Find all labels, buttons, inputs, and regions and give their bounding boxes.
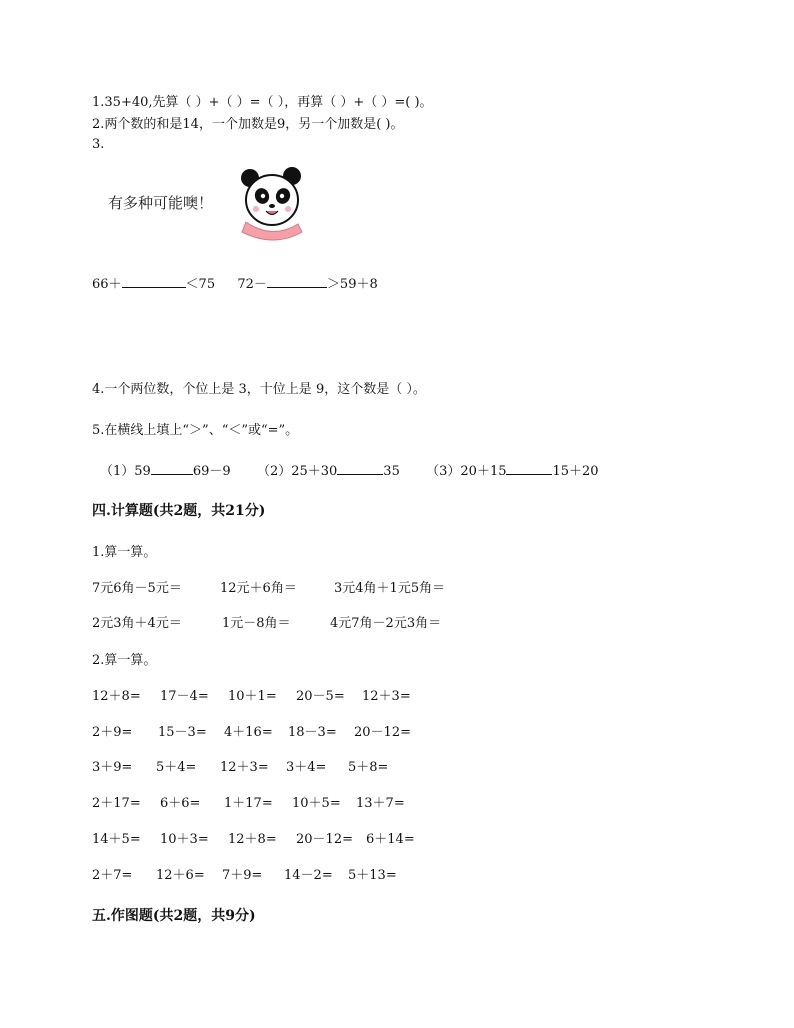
calc-item: 20－5= [296, 689, 345, 704]
calc-item: 12＋6= [156, 868, 205, 883]
calc-item: 4＋16= [224, 725, 273, 740]
section-4-heading: 四.计算题(共2题，共21分) [92, 503, 266, 519]
q5-item-3-left: （3）20＋15 [426, 464, 507, 479]
calc-row [92, 688, 411, 706]
calc-item: 17－4= [160, 689, 209, 704]
calc-row [92, 724, 411, 742]
calc-item: 12＋3= [220, 760, 269, 775]
panda-caption: 有多种可能噢！ [108, 194, 214, 212]
question-5: 5.在横线上填上“＞”、“＜”或“=”。 [92, 423, 299, 438]
q3-part2-right: ＞59＋8 [326, 277, 378, 292]
calc-row [92, 759, 388, 777]
q5-item-2-right: 35 [383, 464, 400, 479]
calc-item: 5＋8= [348, 760, 389, 775]
question-3-label: 3. [92, 137, 105, 152]
calc-item: 18－3= [288, 725, 337, 740]
calc-item: 10＋3= [160, 832, 209, 847]
calc-item: 13＋7= [356, 796, 405, 811]
panda-illustration [100, 166, 320, 246]
q3-blank-1[interactable] [122, 274, 186, 288]
money-row-2 [92, 615, 441, 633]
calc-item: 14＋5= [92, 832, 141, 847]
money-row-1 [92, 580, 445, 598]
calc-item: 2＋7= [92, 868, 133, 883]
q3-blank-2[interactable] [267, 274, 327, 288]
calc-row [92, 795, 405, 813]
q3-part1-right: ＜75 [185, 277, 216, 292]
question-1: 1.35+40,先算（ ）+（ ）=（ ），再算（ ）+（ ）=( )。 [92, 95, 433, 110]
calc-item: 3＋4= [286, 760, 327, 775]
money-item: 4元7角－2元3角＝ [330, 616, 442, 631]
calc-item: 3＋9= [92, 760, 133, 775]
q5-blank-3[interactable] [506, 461, 552, 475]
calc-item: 5＋13= [348, 868, 397, 883]
section-5-heading: 五.作图题(共2题，共9分) [92, 908, 256, 924]
q5-blank-2[interactable] [337, 461, 383, 475]
q5-item-1-right: 69－9 [192, 464, 231, 479]
money-item: 2元3角＋4元＝ [92, 616, 182, 631]
calc-item: 14－2= [284, 868, 333, 883]
panda-icon [232, 166, 312, 244]
question-3-inequalities [92, 274, 378, 294]
calc-item: 12＋8= [92, 689, 141, 704]
q3-part2-left: 72－ [237, 277, 267, 292]
calc-item: 2＋17= [92, 796, 141, 811]
calc-item: 10＋5= [292, 796, 341, 811]
calc-row [92, 831, 415, 849]
section-4-sub-1: 1.算一算。 [92, 545, 157, 560]
calc-item: 20－12= [354, 725, 411, 740]
calc-item: 12＋8= [228, 832, 277, 847]
calc-item: 5＋4= [156, 760, 197, 775]
q3-part1-left: 66＋ [92, 277, 122, 292]
calc-item: 6＋14= [366, 832, 415, 847]
money-item: 7元6角－5元＝ [92, 581, 182, 596]
calc-item: 2＋9= [92, 725, 133, 740]
calc-item: 20－12= [296, 832, 353, 847]
calc-item: 12＋3= [362, 689, 411, 704]
calc-item: 6＋6= [160, 796, 201, 811]
question-2: 2.两个数的和是14，一个加数是9，另一个加数是( )。 [92, 117, 404, 132]
calc-item: 10＋1= [228, 689, 277, 704]
q5-item-3-right: 15＋20 [552, 464, 599, 479]
question-4: 4.一个两位数，个位上是 3，十位上是 9，这个数是（ ）。 [92, 382, 426, 397]
calc-item: 15－3= [158, 725, 207, 740]
q5-item-2-left: （2）25＋30 [256, 464, 338, 479]
section-4-sub-2: 2.算一算。 [92, 653, 157, 668]
money-item: 12元＋6角＝ [220, 581, 297, 596]
money-item: 3元4角＋1元5角＝ [334, 581, 446, 596]
calc-item: 1＋17= [224, 796, 273, 811]
question-5-items [100, 461, 599, 481]
q5-blank-1[interactable] [151, 461, 193, 475]
calc-row [92, 867, 397, 885]
money-item: 1元－8角＝ [222, 616, 291, 631]
calc-item: 7＋9= [222, 868, 263, 883]
q5-item-1-left: （1）59 [100, 464, 151, 479]
